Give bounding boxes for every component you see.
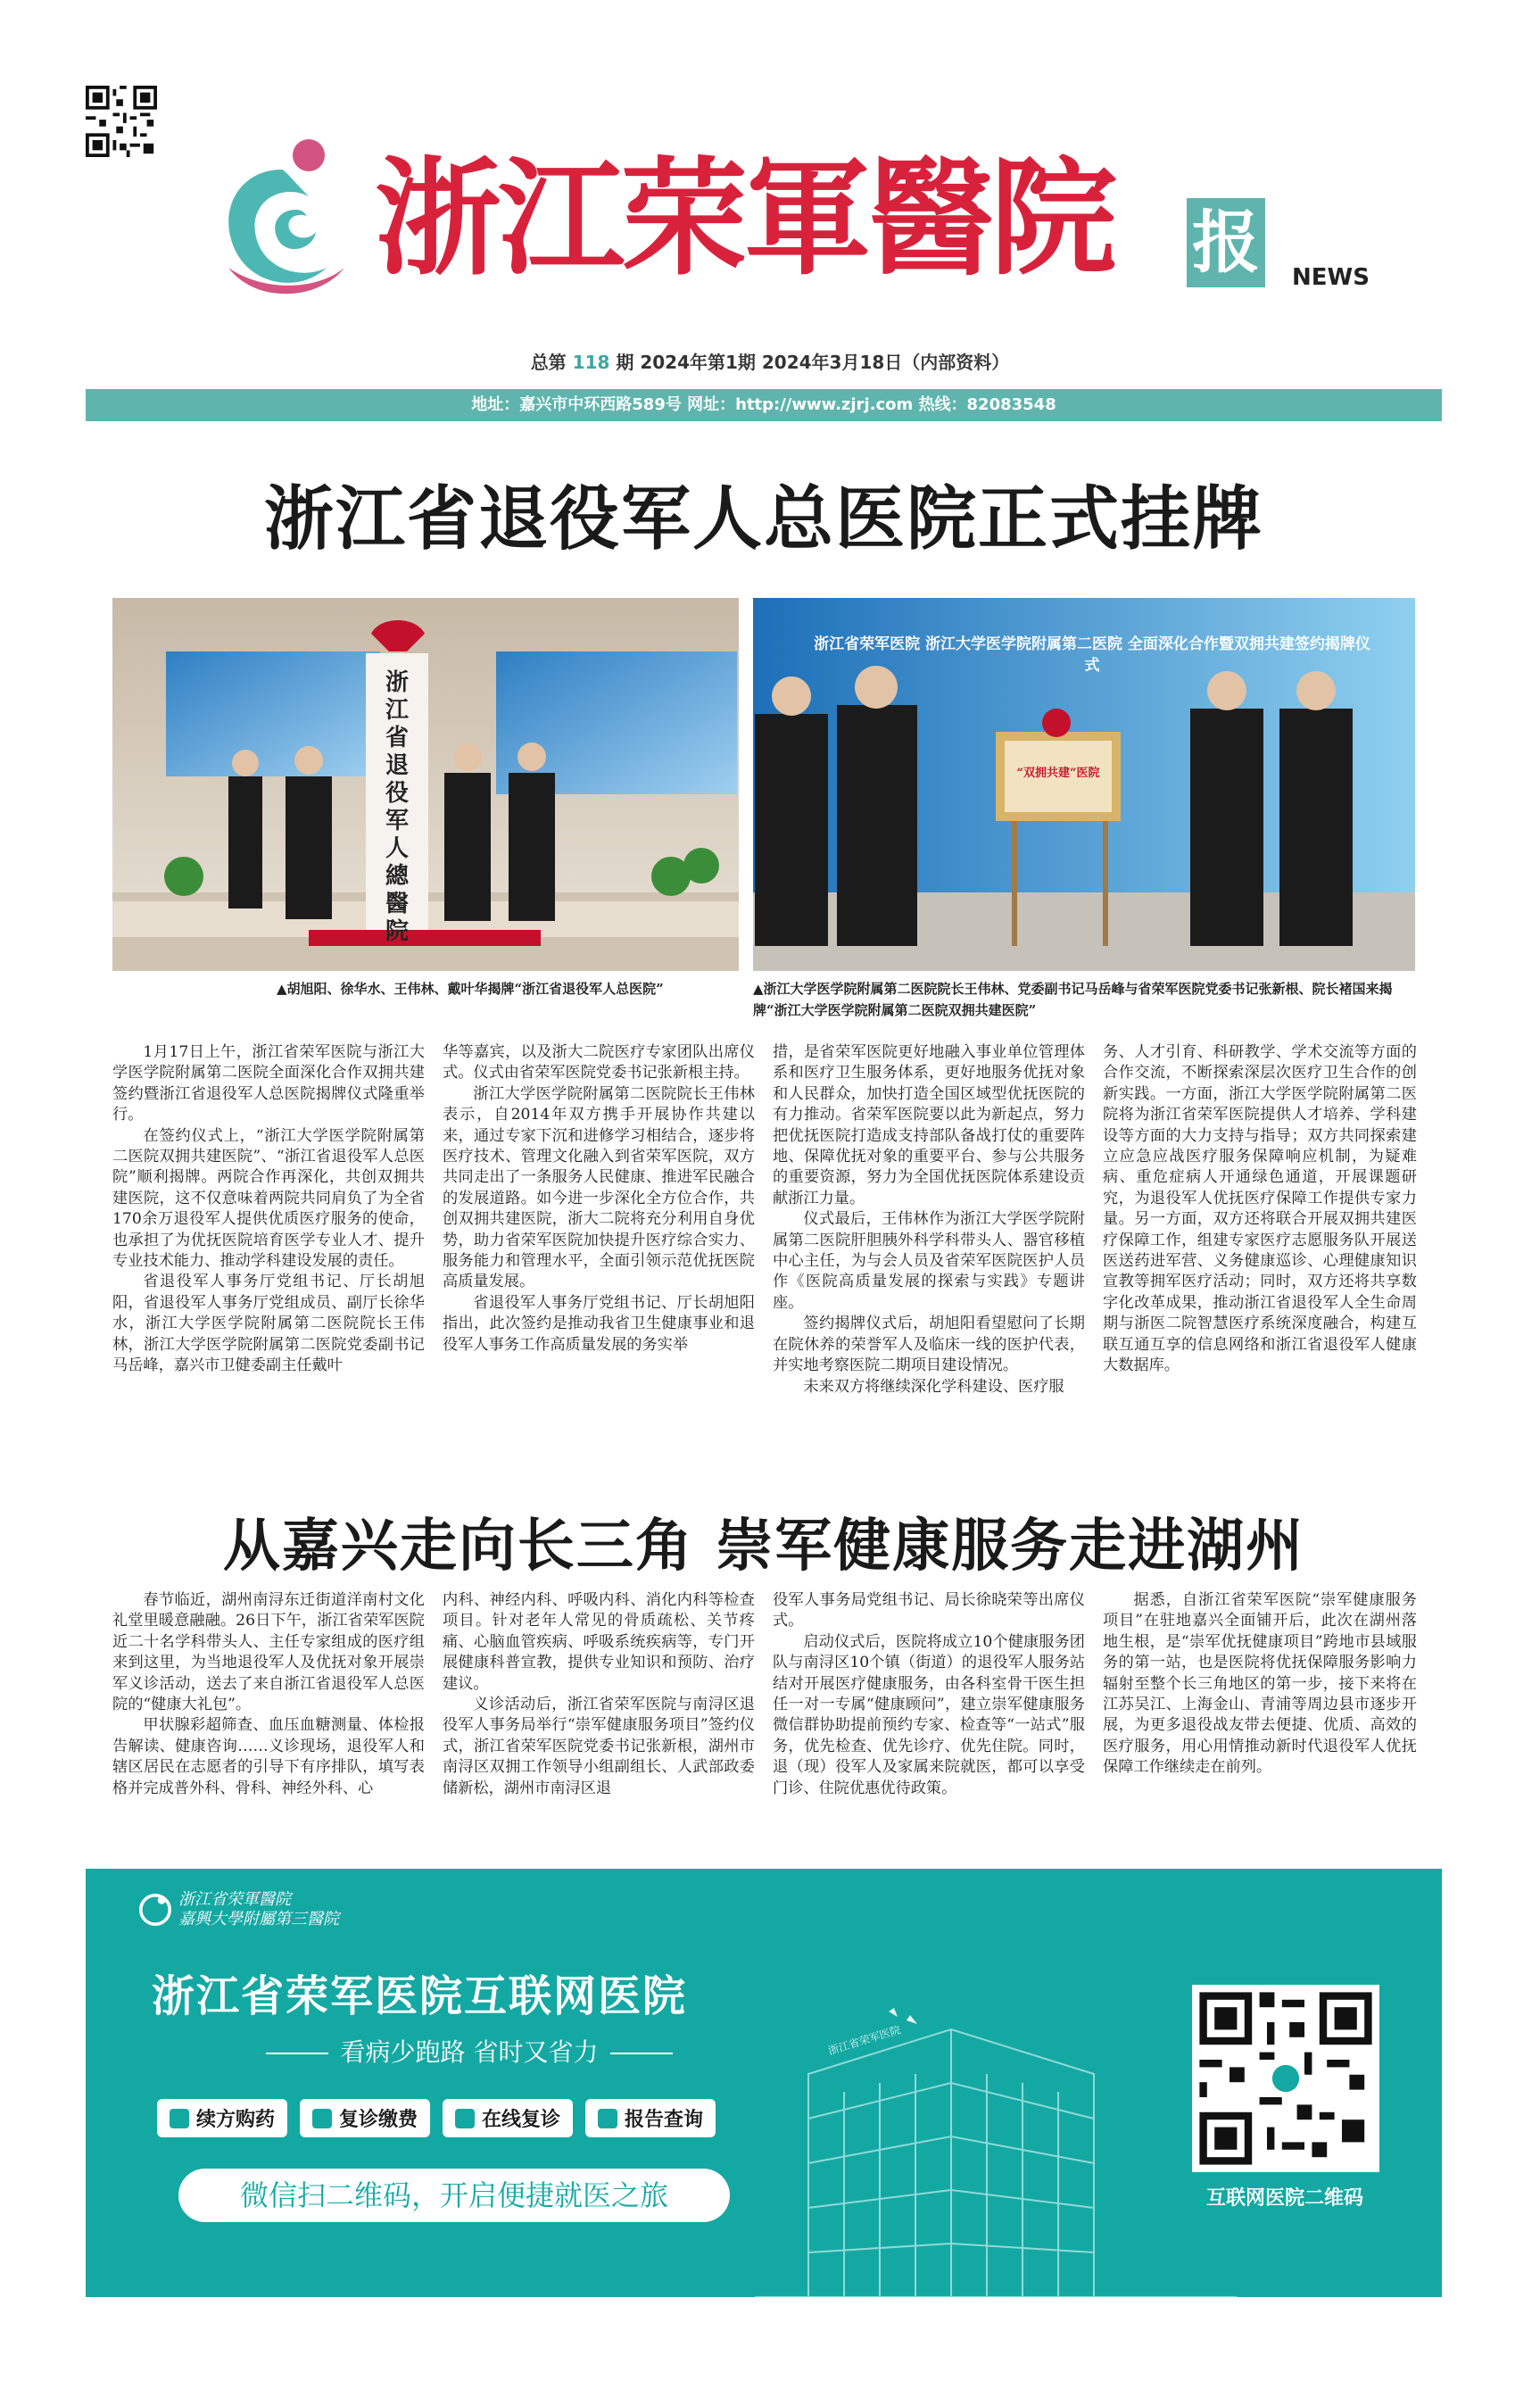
paragraph: 措，是省荣军医院更好地融入事业单位管理体系和医疗卫生服务体系，更好地服务优抚对象和人民群众，加快打造全国区域型优抚医院的有力推动。省荣军医院要以此为新起点，努力把优抚医院打造成支持部队备战打仗的重要阵地、保障优抚对象的重要平台、参与公共服务的重要资源，努力为全国优抚医院体系建设贡献浙江力量。 [773,1043,1085,1207]
issue-line [0,348,1540,374]
newspaper-name: 浙江荣軍醫院 [375,145,1114,293]
payment-icon [312,2109,332,2128]
article2-column-1 [112,1590,425,1799]
article2-column-2 [443,1590,755,1799]
button-label: 续方购药 [196,2109,276,2131]
issue-number: 118 [572,352,610,373]
photo2-caption: ▲浙江大学医学院附属第二医院院长王伟林、党委副书记马岳峰与省荣军医院党委书记张新根、院长褚国来揭牌“浙江大学医学院附属第二医院双拥共建医院” [753,981,1393,1018]
article2-headline: 从嘉兴走向长三角 崇军健康服务走进湖州 [222,1514,1305,1580]
hospital-building-illustration [755,1994,1237,2297]
button-label: 在线复诊 [482,2109,561,2131]
ad-hospital-line1: 浙江省荣軍醫院 [178,1890,291,1909]
ad-title: 浙江省荣军医院互联网医院 [152,1971,688,2021]
revisit-payment-button[interactable] [300,2099,430,2137]
monitor-icon [455,2109,475,2128]
article1-column-3 [773,1042,1085,1398]
paragraph: 省退役军人事务厅党组书记、厅长胡旭阳，省退役军人事务厅党组成员、副厅长徐华水，浙江大学医学院附属第二医院院长王伟林，浙江大学医学院附属第二医院党委副书记马岳峰，嘉兴市卫健委副主任戴叶 [112,1273,425,1375]
hospital-logo-icon [139,1894,171,1926]
ad-cta-banner[interactable]: 微信扫二维码，开启便捷就医之旅 [178,2169,730,2222]
internet-hospital-ad [86,1869,1442,2297]
refill-medicine-button[interactable] [157,2099,287,2137]
paragraph: 春节临近，湖州南浔东迁街道洋南村文化礼堂里暖意融融。26日下午，浙江省荣军医院近二十名学科带头人、主任专家组成的医疗组来到这里，为当地退役军人及优抚对象开展崇军义诊活动，送去了来自浙江省退役军人总医院的“健康大礼包”。 [112,1591,425,1714]
paragraph: 役军人事务局党组书记、局长徐晓荣等出席仪式。 [773,1591,1085,1630]
qr-code-label: 互联网医院二维码 [1205,2187,1363,2210]
paragraph: 义诊活动后，浙江省荣军医院与南浔区退役军人事务局举行“崇军健康服务项目”签约仪式，浙江省荣军医院党委书记张新根，湖州市南浔区双拥工作领导小组副组长、人武部政委储新松，湖州市南浔区退 [443,1696,755,1797]
internet-hospital-qr-code[interactable] [1192,1985,1379,2172]
article1-column-2 [443,1042,755,1356]
article2-column-4 [1103,1590,1417,1779]
medicine-icon [170,2109,189,2128]
news-label: NEWS [1292,264,1370,291]
paragraph: 内科、神经内科、呼吸内科、消化内科等检查项目。针对老年人常见的骨质疏松、关节疼痛、心脑血管疾病、呼吸系统疾病等，专门开展健康科普宣教，提供专业知识和预防、治疗建议。 [443,1591,755,1693]
building-sign-text: 浙江省荣军医院 [826,2023,903,2058]
paragraph: 在签约仪式上，“浙江大学医学院附属第二医院双拥共建医院”、“浙江省退役军人总医院”顺利揭牌。两院合作再深化，共创双拥共建医院，这不仅意味着两院共同肩负了为全省170余万退役军人提供优质医疗服务的使命，也承担了为优抚医院培育医学专业人才、提升专业技术能力、推动学科建设发展的责任。 [112,1126,425,1271]
report-icon [598,2109,617,2128]
sign-text: 浙江省退役军人總醫院 [385,669,409,945]
paragraph: 仪式最后，王伟林作为浙江大学医学院附属第二医院肝胆胰外科学科带头人、器官移植中心主任，为与会人员及省荣军医院医护人员作《医院高质量发展的探索与实践》专题讲座。 [773,1210,1085,1312]
paragraph: 据悉，自浙江省荣军医院“崇军健康服务项目”在驻地嘉兴全面铺开后，此次在湖州落地生根，是“崇军优抚健康项目”跨地市县域服务的第一站，也是医院将优抚保障服务影响力辐射至整个长三角地区的第一步，接下来将在江苏吴江、上海金山、青浦等周边县市逐步开展，为更多退役战友带去便捷、优质、高效的医疗服务，用心用情推动新时代退役军人优抚保障工作继续走在前列。 [1103,1591,1417,1777]
paragraph: 华等嘉宾，以及浙大二院医疗专家团队出席仪式。仪式由省荣军医院党委书记张新根主持。 [443,1043,755,1083]
newspaper-bao-mark: 报 [1187,198,1265,287]
ad-slogan: 看病少跑路 省时又省力 [211,2033,728,2069]
paragraph: 浙江大学医学院附属第二医院院长王伟林表示，自2014年双方携手开展协作共建以来，通过专家下沉和进修学习相结合，逐步将医疗技术、管理文化融入到省荣军医院，双方共同走出了一条服务人民健康、推进军民融合的发展道路。如今进一步深化全方位合作，共创双拥共建医院，浙大二院将充分利用自身优势，助力省荣军医院加快提升医疗综合实力、服务能力和管理水平，全面引领示范优抚医院高质量发展。 [443,1084,755,1291]
article1-column-4 [1103,1042,1417,1377]
qr-code-small[interactable] [86,86,157,157]
hospital-logo-icon [211,134,353,303]
paragraph: 务、人才引育、科研教学、学术交流等方面的合作交流，不断探索深层次医疗卫生合作的创新实践。一方面，浙江大学医学院附属第二医院将为浙江省荣军医院提供人才培养、学科建设等方面的大力支持与指导；双方共同探索建立应急应战医疗服务保障响应机制，为疑难病、重危症病人开通绿色通道，开展课题研究，为退役军人优抚医疗保障工作提供专家力量。另一方面，双方还将联合开展双拥共建医疗保障工作，组建专家医疗志愿服务队开展送医送药进军营、义务健康巡诊、心理健康知识宣教等拥军医疗活动；同时，双方还将共享数字化改革成果，推动浙江省退役军人全生命周期与浙医二院智慧医疗系统深度融合，构建互联互通互享的信息网络和浙江省退役军人健康大数据库。 [1103,1043,1417,1375]
issue-details: 期 2024年第1期 2024年3月18日（内部资料） [616,352,1010,373]
article1-column-1 [112,1042,425,1377]
online-revisit-button[interactable] [443,2099,573,2137]
photo1-caption: ▲胡旭阳、徐华水、王伟林、戴叶华揭牌“浙江省退役军人总医院” [277,981,664,997]
backdrop-text: 浙江省荣军医院 浙江大学医学院附属第二医院 全面深化合作暨双拥共建签约揭牌仪式 [814,635,1370,675]
paragraph: 未来双方将继续深化学科建设、医疗服 [803,1377,1064,1396]
button-label: 报告查询 [625,2109,704,2131]
ad-service-buttons [157,2099,716,2137]
report-query-button[interactable] [585,2099,716,2137]
issue-prefix: 总第 [530,352,567,373]
article1-headline: 浙江省退役军人总医院正式挂牌 [263,479,1263,560]
unveiling-photo-2 [753,598,1415,971]
button-label: 复诊缴费 [339,2109,418,2131]
paragraph: 签约揭牌仪式后，胡旭阳看望慰问了长期在院休养的荣誉军人及临床一线的医护代表，并实地考察医院二期项目建设情况。 [773,1315,1085,1375]
ad-hospital-logo [139,1890,339,1929]
address-bar: 地址：嘉兴市中环西路589号 网址：http://www.zjrj.com 热线：82083548 [86,389,1442,421]
paragraph: 甲状腺彩超筛查、血压血糖测量、体检报告解读、健康咨询……义诊现场，退役军人和辖区居民在志愿者的引导下有序排队，填写表格并完成普外科、骨科、神经外科、心 [112,1716,425,1797]
article2-column-3 [773,1590,1085,1799]
paragraph: 省退役军人事务厅党组书记、厅长胡旭阳指出，此次签约是推动我省卫生健康事业和退役军人事务工作高质量发展的务实举 [443,1293,755,1354]
plaque-text: “双拥共建”医院 [1016,767,1100,780]
paragraph: 1月17日上午，浙江省荣军医院与浙江大学医学院附属第二医院全面深化合作双拥共建签约暨浙江省退役军人总医院揭牌仪式隆重举行。 [112,1043,425,1124]
paragraph: 启动仪式后，医院将成立10个健康服务团队与南浔区10个镇（街道）的退役军人服务站结对开展医疗健康服务，由各科室骨干医生担任一对一专属“健康顾问”，建立崇军健康服务微信群协助提前预约专家、检查等“一站式”服务，优先检查、优先诊疗、优先住院。同时，退（现）役军人及家属来院就医，都可以享受门诊、住院优惠优待政策。 [773,1632,1085,1797]
ad-hospital-line2: 嘉興大學附屬第三醫院 [178,1910,339,1929]
unveiling-photo-1 [112,598,739,971]
